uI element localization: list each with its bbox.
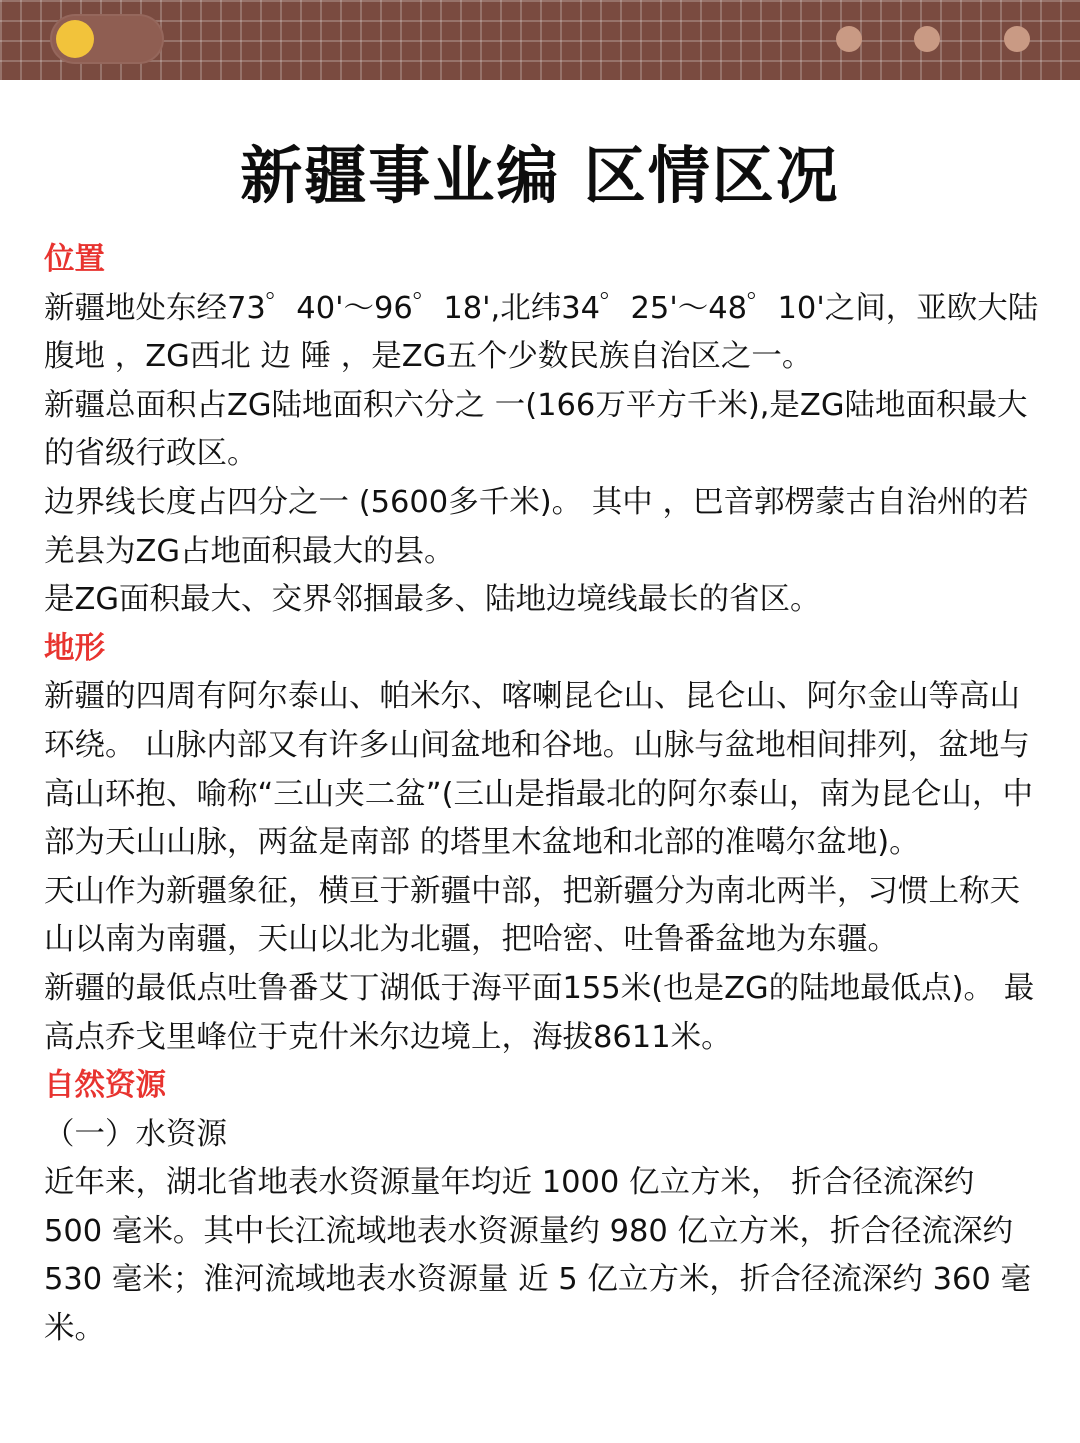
decorative-dot bbox=[1004, 26, 1030, 52]
paragraph: 新疆总面积占ZG陆地面积六分之 一(166万平方千米),是ZG陆地面积最大的省级行政区。 bbox=[44, 387, 1028, 472]
paragraph: 天山作为新疆象征，横亘于新疆中部，把新疆分为南北两半，习惯上称天山以南为南疆，天山以北为北疆，把哈密、吐鲁番盆地为东疆。 bbox=[44, 873, 1020, 958]
section-heading: 位置 bbox=[44, 242, 105, 277]
paragraph: 新疆地处东经73゜40'～96゜18',北纬34゜25'～48゜10'之间，亚欧大陆腹地 ，ZG西北 边 陲 ，是ZG五个少数民族自治区之一。 bbox=[44, 290, 1039, 375]
paragraph: 新疆的最低点吐鲁番艾丁湖低于海平面155米(也是ZG的陆地最低点)。 最高点乔戈里峰位于克什米尔边境上，海拔8611米。 bbox=[44, 970, 1035, 1055]
toggle-knob bbox=[56, 20, 94, 58]
paragraph: 边界线长度占四分之一 (5600多千米)。 其中 ，巴音郭楞蒙古自治州的若羌县为ZG占地面积最大的县。 bbox=[44, 484, 1029, 569]
decorative-header-bar bbox=[0, 0, 1080, 80]
section-heading: 自然资源 bbox=[44, 1068, 166, 1104]
section-heading: 地形 bbox=[44, 630, 105, 666]
subheading-water-resources: （一）水资源 bbox=[44, 1116, 227, 1152]
page-title: 新疆事业编 区情区况 bbox=[240, 139, 840, 212]
article-body bbox=[44, 236, 1040, 1354]
section-location bbox=[44, 236, 1040, 625]
paragraph: 是ZG面积最大、交界邻掴最多、陆地边境线最长的省区。 bbox=[44, 582, 821, 618]
decorative-dot bbox=[914, 26, 940, 52]
section-natural-resources bbox=[44, 1062, 1040, 1354]
paragraph: 近年来，湖北省地表水资源量年均近 1000 亿立方米， 折合径流深约 500 毫米。其中长江流域地表水资源量约 980 亿立方米，折合径流深约 530 毫米；淮河流域地表水资源量 近 5 亿立方米，折合径流深约 360 毫米。 bbox=[44, 1165, 1032, 1347]
section-terrain bbox=[44, 625, 1040, 1062]
paragraph: 新疆的四周有阿尔泰山、帕米尔、喀喇昆仑山、昆仑山、阿尔金山等高山环绕。 山脉内部又有许多山间盆地和谷地。山脉与盆地相间排列，盆地与高山环抱、喻称“三山夹二盆”(三山是指最北的阿尔泰山，南为昆仑山，中部为天山山脉，两盆是南部 的塔里木盆地和北部的准噶尔盆地)。 bbox=[44, 679, 1033, 861]
toggle-switch-decoration bbox=[50, 14, 164, 64]
decorative-dot bbox=[836, 26, 862, 52]
